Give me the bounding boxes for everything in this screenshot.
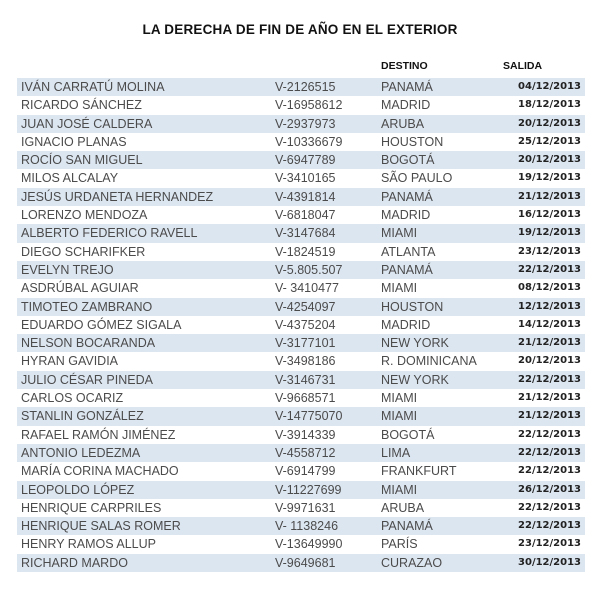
departure-date: 19/12/2013 <box>518 227 581 239</box>
person-name: RICHARD MARDO <box>21 555 128 570</box>
destination: MADRID <box>381 317 431 332</box>
person-name: STANLIN GONZÁLEZ <box>21 409 144 424</box>
destination: HOUSTON <box>381 299 444 314</box>
table-row <box>17 96 585 114</box>
departure-date: 18/12/2013 <box>518 99 581 111</box>
departure-date: 12/12/2013 <box>518 300 581 312</box>
departure-date: 08/12/2013 <box>518 282 581 294</box>
person-name: IGNACIO PLANAS <box>21 134 127 149</box>
destination: PARÍS <box>381 537 418 552</box>
person-id: V-16958612 <box>275 98 343 113</box>
person-id: V-4254097 <box>275 299 336 314</box>
salida-header: SALIDA <box>503 60 543 72</box>
person-name: NELSON BOCARANDA <box>21 336 156 351</box>
destination: PANAMÁ <box>381 189 433 204</box>
person-name: RAFAEL RAMÓN JIMÉNEZ <box>21 427 176 442</box>
departure-date: 16/12/2013 <box>518 209 581 221</box>
person-id: V-11227699 <box>275 482 342 497</box>
departure-date: 21/12/2013 <box>518 392 581 404</box>
destination: SÃO PAULO <box>381 171 453 186</box>
departure-date: 14/12/2013 <box>518 318 581 330</box>
person-id: V-14775070 <box>275 409 343 424</box>
table-row <box>17 426 585 444</box>
table-row <box>17 407 585 425</box>
destination: ARUBA <box>381 500 425 515</box>
person-id: V-3177101 <box>275 336 336 351</box>
person-name: HENRIQUE CARPRILES <box>21 500 162 515</box>
person-name: JULIO CÉSAR PINEDA <box>21 372 153 387</box>
table-row <box>17 206 585 224</box>
travel-table <box>17 78 585 572</box>
destination: MIAMI <box>381 409 418 424</box>
person-name: HENRY RAMOS ALLUP <box>21 537 157 552</box>
table-row <box>17 444 585 462</box>
table-row <box>17 298 585 316</box>
departure-date: 26/12/2013 <box>518 483 581 495</box>
person-id: V-9649681 <box>275 555 336 570</box>
table-row <box>17 188 585 206</box>
table-row <box>17 334 585 352</box>
person-name: IVÁN CARRATÚ MOLINA <box>21 80 165 94</box>
person-id: V-4375204 <box>275 317 336 332</box>
table-row <box>17 151 585 169</box>
person-name: HYRAN GAVIDIA <box>21 354 119 369</box>
person-id: V-9668571 <box>275 391 336 406</box>
person-id: V-5.805.507 <box>275 262 343 277</box>
departure-date: 22/12/2013 <box>518 520 581 532</box>
person-id: V- 1138246 <box>275 519 339 534</box>
destination: MIAMI <box>381 482 418 497</box>
table-row <box>17 316 585 334</box>
table-row <box>17 517 585 535</box>
person-id: V-9971631 <box>275 500 336 515</box>
departure-date: 22/12/2013 <box>518 501 581 513</box>
person-id: V-3914339 <box>275 427 336 442</box>
person-name: EVELYN TREJO <box>21 262 114 277</box>
table-row <box>17 389 585 407</box>
person-name: CARLOS OCARIZ <box>21 391 124 406</box>
departure-date: 21/12/2013 <box>518 410 581 422</box>
page-title: LA DERECHA DE FIN DE AÑO EN EL EXTERIOR <box>142 22 458 37</box>
person-name: TIMOTEO ZAMBRANO <box>21 299 153 314</box>
destination: NEW YORK <box>381 372 449 387</box>
table-row <box>17 78 585 96</box>
person-id: V-10336679 <box>275 134 343 149</box>
person-name: ANTONIO LEDEZMA <box>21 445 141 460</box>
departure-date: 20/12/2013 <box>518 154 581 166</box>
departure-date: 21/12/2013 <box>518 190 581 202</box>
destination: BOGOTÁ <box>381 153 435 168</box>
person-name: EDUARDO GÓMEZ SIGALA <box>21 317 182 332</box>
table-row <box>17 133 585 151</box>
person-id: V-4558712 <box>275 445 336 460</box>
person-name: ROCÍO SAN MIGUEL <box>21 153 143 168</box>
person-name: JESÚS URDANETA HERNANDEZ <box>21 189 214 204</box>
destination: FRANKFURT <box>381 464 457 479</box>
table-row <box>17 352 585 370</box>
destination: PANAMÁ <box>381 519 433 534</box>
table-row <box>17 481 585 499</box>
person-id: V-2937973 <box>275 116 336 131</box>
person-name: RICARDO SÁNCHEZ <box>21 98 142 113</box>
table-row <box>17 261 585 279</box>
table-row <box>17 371 585 389</box>
departure-date: 25/12/2013 <box>518 135 581 147</box>
person-id: V-6914799 <box>275 464 336 479</box>
departure-date: 22/12/2013 <box>518 465 581 477</box>
table-row <box>17 462 585 480</box>
person-id: V-3410165 <box>275 171 336 186</box>
table-row <box>17 224 585 242</box>
person-name: JUAN JOSÉ CALDERA <box>21 116 153 131</box>
destination: HOUSTON <box>381 134 444 149</box>
table-row <box>17 554 585 572</box>
destination: MIAMI <box>381 391 418 406</box>
person-id: V-3498186 <box>275 354 336 369</box>
person-id: V-13649990 <box>275 537 343 552</box>
destination: PANAMÁ <box>381 80 433 94</box>
destination: NEW YORK <box>381 336 449 351</box>
person-id: V-6947789 <box>275 153 336 168</box>
person-id: V-3147684 <box>275 226 336 241</box>
destination: R. DOMINICANA <box>381 354 477 369</box>
destination: CURAZAO <box>381 555 443 570</box>
departure-date: 22/12/2013 <box>518 446 581 458</box>
person-name: ALBERTO FEDERICO RAVELL <box>21 226 198 241</box>
table-row <box>17 499 585 517</box>
person-name: LEOPOLDO LÓPEZ <box>21 482 135 497</box>
departure-date: 22/12/2013 <box>518 428 581 440</box>
destination: PANAMÁ <box>381 262 433 277</box>
destination: MIAMI <box>381 226 418 241</box>
table-row <box>17 115 585 133</box>
destination: MIAMI <box>381 281 418 296</box>
person-id: V-6818047 <box>275 208 336 223</box>
destino-header: DESTINO <box>381 60 428 72</box>
destination: MADRID <box>381 98 431 113</box>
destination: MADRID <box>381 208 431 223</box>
departure-date: 21/12/2013 <box>518 337 581 349</box>
departure-date: 22/12/2013 <box>518 263 581 275</box>
person-id: V-2126515 <box>275 80 336 94</box>
person-name: HENRIQUE SALAS ROMER <box>21 519 181 534</box>
destination: BOGOTÁ <box>381 427 435 442</box>
departure-date: 19/12/2013 <box>518 172 581 184</box>
departure-date: 20/12/2013 <box>518 355 581 367</box>
destination: LIMA <box>381 445 411 460</box>
departure-date: 22/12/2013 <box>518 373 581 385</box>
table-row <box>17 243 585 261</box>
person-id: V-3146731 <box>275 372 336 387</box>
person-name: LORENZO MENDOZA <box>21 208 148 223</box>
destination: ATLANTA <box>381 244 436 259</box>
departure-date: 23/12/2013 <box>518 538 581 550</box>
person-name: DIEGO SCHARIFKER <box>21 244 146 259</box>
person-name: ASDRÚBAL AGUIAR <box>21 281 139 296</box>
person-id: V-1824519 <box>275 244 336 259</box>
departure-date: 20/12/2013 <box>518 117 581 129</box>
departure-date: 04/12/2013 <box>518 81 581 92</box>
departure-date: 23/12/2013 <box>518 245 581 257</box>
person-id: V-4391814 <box>275 189 336 204</box>
person-name: MARÍA CORINA MACHADO <box>21 464 179 479</box>
person-name: MILOS ALCALAY <box>21 171 119 186</box>
table-row <box>17 535 585 553</box>
departure-date: 30/12/2013 <box>518 556 581 568</box>
destination: ARUBA <box>381 116 425 131</box>
table-row <box>17 279 585 297</box>
table-row <box>17 169 585 187</box>
person-id: V- 3410477 <box>275 281 339 296</box>
